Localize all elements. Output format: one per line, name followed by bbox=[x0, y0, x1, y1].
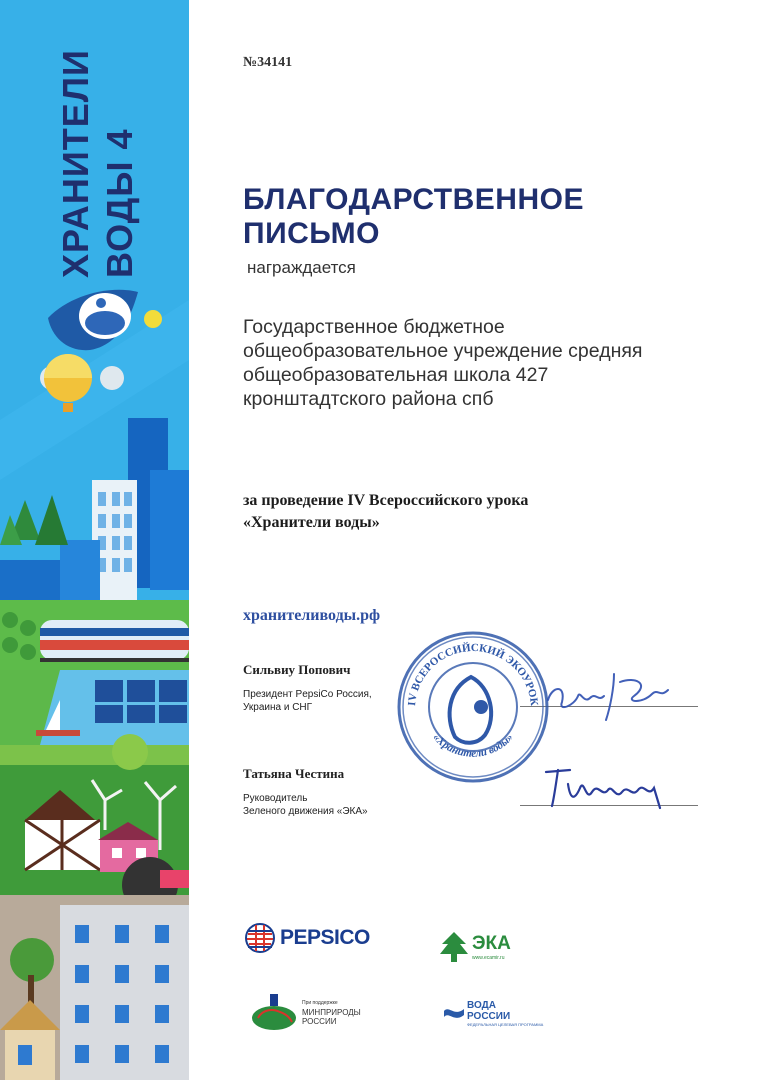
ministry-support: При поддержке bbox=[302, 999, 338, 1006]
stamp-top-text: IV ВСЕРОССИЙСКИЙ ЭКОУРОК bbox=[406, 641, 541, 707]
signatory-2-role-line2: Зеленого движения «ЭКА» bbox=[243, 806, 368, 817]
document-number: №34141 bbox=[243, 55, 293, 70]
sidebar-illustration bbox=[0, 0, 189, 1080]
signatory-1-role-line2: Украина и СНГ bbox=[243, 702, 313, 713]
recipient-line: общеобразовательное учреждение средняя bbox=[243, 340, 643, 362]
letter-title bbox=[243, 183, 663, 251]
recipient-line: общеобразовательная школа 427 bbox=[243, 364, 549, 386]
voda-rossii-logo bbox=[444, 1000, 543, 1027]
pepsico-wordmark: PEPSICO bbox=[280, 926, 370, 949]
signatory-2-name: Татьяна Честина bbox=[243, 766, 345, 781]
svg-text:«Хранители воды» bbox=[430, 731, 515, 759]
signature-2 bbox=[540, 758, 670, 818]
sidebar-title-line2: ВОДЫ 4 bbox=[99, 128, 140, 278]
ministry-line1: МИНПРИРОДЫ bbox=[302, 1007, 361, 1017]
eka-tree-icon bbox=[440, 932, 468, 962]
award-reason-line1: за проведение IV Всероссийского урока bbox=[243, 492, 529, 509]
ministry-emblem-icon bbox=[250, 992, 298, 1032]
stamp-drop-icon bbox=[450, 677, 492, 743]
ministry-logo bbox=[250, 992, 361, 1032]
eka-wordmark: ЭКА bbox=[472, 933, 511, 954]
voda-line2: РОССИИ bbox=[467, 1011, 511, 1022]
voda-line1: ВОДА bbox=[467, 1000, 496, 1011]
website-link[interactable]: хранителиводы.рф bbox=[243, 607, 381, 624]
voda-sub: ФЕДЕРАЛЬНАЯ ЦЕЛЕВАЯ ПРОГРАММА bbox=[467, 1022, 544, 1027]
award-reason bbox=[243, 490, 673, 534]
ministry-line2: РОССИИ bbox=[302, 1016, 337, 1026]
voda-wave-icon bbox=[444, 1005, 464, 1023]
sidebar-title bbox=[0, 0, 189, 300]
sidebar-title-line1: ХРАНИТЕЛИ bbox=[55, 49, 96, 278]
eka-logo bbox=[440, 932, 511, 962]
pepsico-globe-icon bbox=[244, 922, 276, 954]
official-stamp bbox=[393, 627, 553, 787]
letter-title-line2: ПИСЬМО bbox=[243, 217, 380, 250]
signature-1 bbox=[540, 668, 680, 728]
recipient-line: Государственное бюджетное bbox=[243, 316, 505, 338]
recipient-line: кронштадтского района спб bbox=[243, 388, 494, 410]
awarded-label: награждается bbox=[247, 258, 356, 277]
signatory-2-role bbox=[243, 792, 413, 818]
award-reason-line2: «Хранители воды» bbox=[243, 514, 380, 531]
signatory-1-name: Сильвиу Попович bbox=[243, 662, 351, 677]
stamp-bottom-text: «Хранители воды» bbox=[430, 731, 516, 760]
signatory-2-role-line1: Руководитель bbox=[243, 793, 308, 804]
pepsico-logo bbox=[244, 922, 370, 954]
signatory-1-role bbox=[243, 688, 413, 714]
letter-title-line1: БЛАГОДАРСТВЕННОЕ bbox=[243, 183, 584, 216]
signatory-1-role-line1: Президент PepsiCo Россия, bbox=[243, 689, 372, 700]
recipient-name bbox=[243, 315, 713, 411]
eka-site: www.ecamir.ru bbox=[472, 955, 505, 961]
